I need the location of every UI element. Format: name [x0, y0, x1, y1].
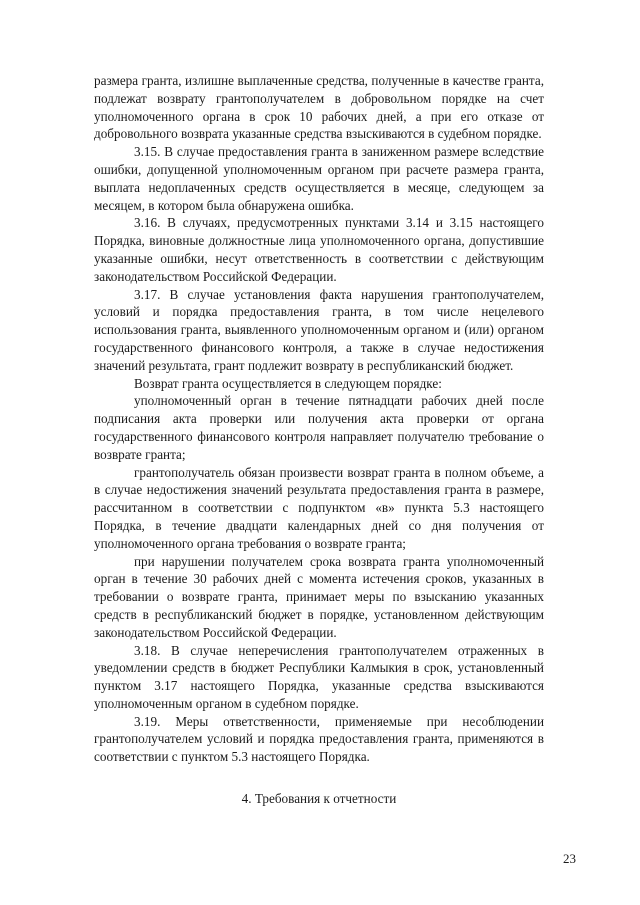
- document-body: [94, 72, 544, 808]
- paragraph-3-19: 3.19. Меры ответственности, применяемые при несоблюдении грантополучателем условий и порядка предоставления гранта, применяются в соответствии с пунктом 5.3 настоящего Порядка.: [94, 713, 544, 765]
- paragraph-return-step-1: уполномоченный орган в течение пятнадцати рабочих дней после подписания акта проверки или получения акта проверки от органа государственного финансового контроля направляет получателю требование о возврате гранта;: [94, 393, 544, 462]
- paragraph-3-15: 3.15. В случае предоставления гранта в заниженном размере вследствие ошибки, допущенной уполномоченным органом при расчете размера гранта, выплата недоплаченных средств осуществляется в месяце, следующем за месяцем, в котором была обнаружена ошибка.: [94, 144, 544, 213]
- paragraph-3-17: 3.17. В случае установления факта нарушения грантополучателем, условий и порядка предоставления гранта, в том числе нецелевого использования гранта, выявленного уполномоченным органом и (или) органом государственного финансового контроля, а также в случае недостижения значений результата, грант подлежит возврату в республиканский бюджет.: [94, 286, 544, 373]
- paragraph-3-16: 3.16. В случаях, предусмотренных пунктами 3.14 и 3.15 настоящего Порядка, виновные должностные лица уполномоченного органа, допустившие указанные ошибки, несут ответственность в соответствии с действующим законодательством Российской Федерации.: [94, 215, 544, 284]
- section-heading: 4. Требования к отчетности: [241, 791, 397, 807]
- paragraph-return-step-3: при нарушении получателем срока возврата гранта уполномоченный орган в течение 30 рабочих дней с момента истечения сроков, указанных в требовании о возврате гранта, принимает меры по взысканию указанных средств в республиканский бюджет в порядке, установленном действующим законодательством Российской Федерации.: [94, 553, 544, 640]
- paragraph-return-step-2: грантополучатель обязан произвести возврат гранта в полном объеме, а в случае недостижения значений результата предоставления гранта в размере, рассчитанном в соответствии с подпунктом «в» пункта 5.3 настоящего Порядка, в течение двадцати календарных дней со дня получения от уполномоченного органа требования о возврате гранта;: [94, 464, 544, 551]
- paragraph-return-order: Возврат гранта осуществляется в следующем порядке:: [134, 375, 442, 391]
- paragraph-3-18: 3.18. В случае неперечисления грантополучателем отраженных в уведомлении средств в бюджет Республики Калмыкия в срок, установленный пунктом 3.17 настоящего Порядка, указанные средства взыскиваются уполномоченным органом в судебном порядке.: [94, 642, 544, 711]
- page-number: 23: [563, 851, 576, 866]
- paragraph-continuation: размера гранта, излишне выплаченные средства, полученные в качестве гранта, подлежат возврату грантополучателем в добровольном порядке на счет уполномоченного органа в срок 10 рабочих дней, а при его отказе от добровольного возврата указанные средства взыскиваются в судебном порядке.: [94, 73, 544, 142]
